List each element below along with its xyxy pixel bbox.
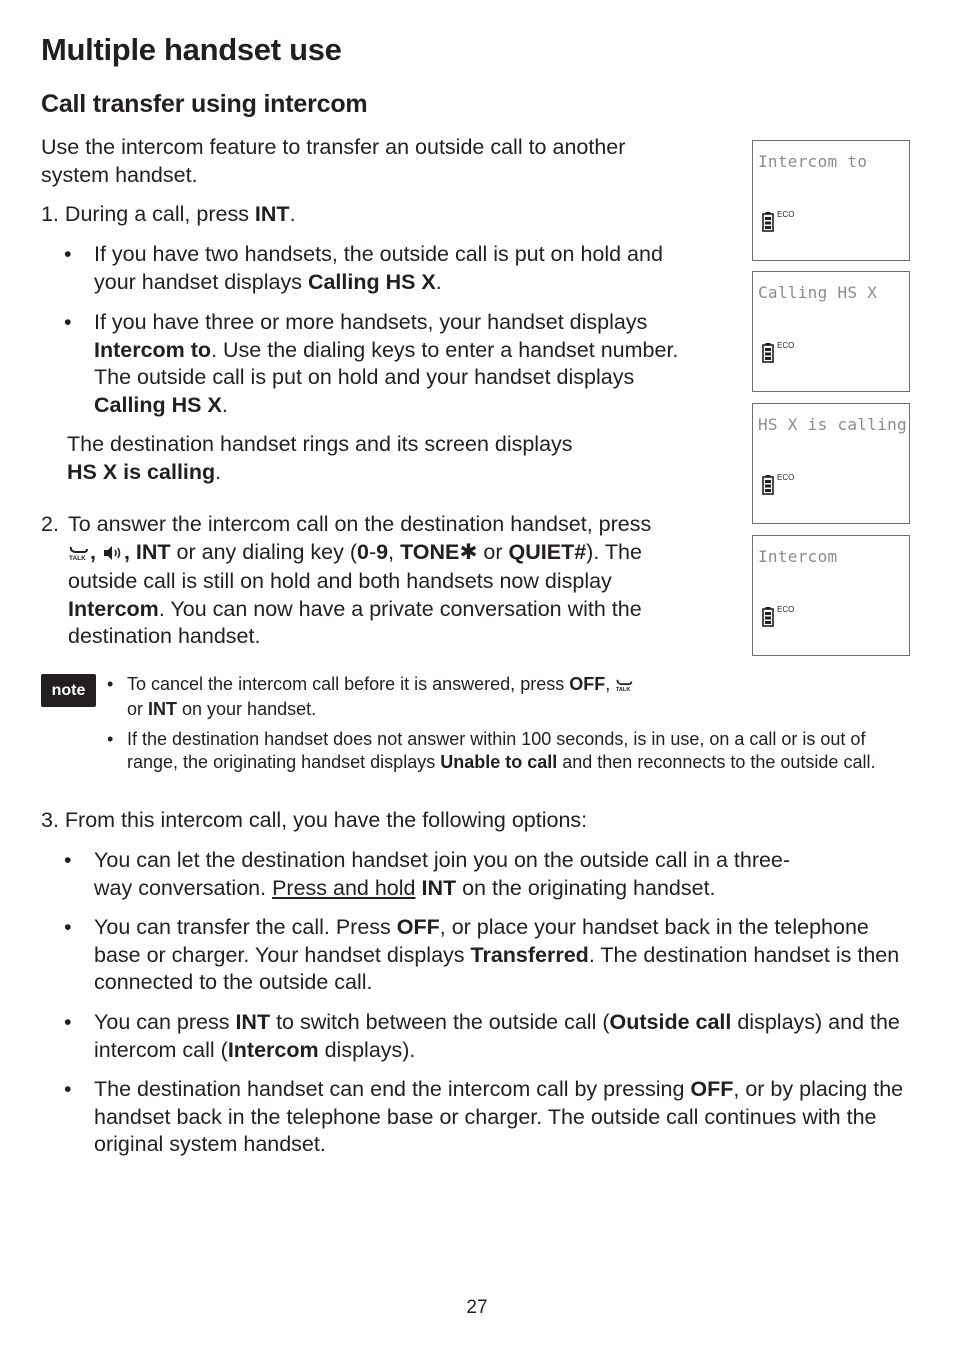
svg-text:TALK: TALK [616, 687, 631, 692]
note-text: or [127, 699, 149, 719]
eco-label: ECO [777, 473, 795, 482]
destination-paragraph [67, 431, 627, 486]
bullet-text: You can transfer the call. Press [94, 915, 397, 939]
step-text: ). The outside call is still on hold and both handsets now display [68, 539, 642, 593]
bullet-text: You can let the destination handset join you on the outside call in a three-way conversation. [94, 848, 791, 900]
bullet-text: If you have three or more handsets, your handset displays [94, 310, 648, 334]
screen-text: Calling HS X [758, 283, 878, 302]
screen-text: Intercom to [758, 152, 868, 171]
bullet: • [64, 242, 72, 266]
eco-label: ECO [777, 341, 795, 350]
bullet: • [64, 848, 72, 872]
int-key-label: INT [421, 875, 457, 900]
bullet: • [64, 1010, 72, 1034]
page-number: 27 [466, 1297, 488, 1318]
note-bullet-2 [127, 728, 913, 774]
bullet-bold: Intercom [227, 1037, 319, 1062]
star-icon: ✱ [459, 539, 478, 564]
note-text: If the destination handset does not answer within 100 seconds, is in use, on a call or is out of range, the originating handset displays [127, 729, 866, 772]
note-badge: note [41, 674, 96, 707]
bullet-text: displays). [318, 1037, 416, 1062]
key-9: 9 [376, 539, 389, 564]
handset-screen [752, 140, 910, 261]
intercom-bold: Intercom [68, 596, 159, 621]
step-3-bullet-2 [94, 914, 914, 997]
bullet-text: . The destination handset is then connected to the outside call. [94, 942, 900, 994]
bullet: • [64, 310, 72, 334]
eco-label: ECO [777, 210, 795, 219]
comma: , [388, 539, 401, 564]
note-bold: Unable to call [440, 752, 558, 772]
eco-label: ECO [777, 605, 795, 614]
bullet-text: on the originating handset. [456, 875, 716, 900]
screen-text: HS X is calling [758, 415, 907, 434]
step-text: or [477, 539, 509, 564]
bullet-text: If you have two handsets, the outside call is put on hold and your handset displays [94, 242, 663, 294]
bullet-text: The destination handset can end the intercom call by pressing [94, 1077, 691, 1101]
comma: , [605, 674, 611, 694]
battery-icon [762, 475, 774, 500]
bullet: • [64, 1077, 72, 1101]
battery-icon [762, 607, 774, 632]
bullet-text: You can press [94, 1010, 236, 1034]
handset-screen [752, 403, 910, 524]
bullet-text-end: . [435, 269, 442, 294]
bullet-text: to switch between the outside call ( [270, 1010, 610, 1034]
bullet-text: , or by placing the handset back in the telephone base or charger. The outside call continues with the original system handset. [94, 1077, 904, 1156]
int-key-label: , INT [123, 539, 171, 564]
step-3-bullet-3 [94, 1009, 914, 1064]
battery-icon [762, 212, 774, 237]
int-key-label: INT [235, 1010, 271, 1034]
int-key-label: INT [148, 699, 178, 719]
note-bullet-1 [127, 673, 727, 721]
bullet: • [107, 674, 114, 694]
step-3-bullet-4 [94, 1076, 914, 1159]
off-key-label: OFF [569, 674, 606, 694]
handset-screen [752, 535, 910, 656]
step-1-bullet-1 [94, 241, 694, 296]
bullet-bold: Outside call [609, 1010, 732, 1034]
step-1-bullet-2 [94, 309, 694, 419]
step-text-end: . [289, 202, 296, 226]
step-text: During a call, press [64, 202, 255, 226]
bullet-bold: Transferred [470, 942, 589, 967]
speaker-icon [102, 541, 124, 569]
step-1 [41, 201, 681, 229]
section-title: Call transfer using intercom [41, 90, 368, 118]
step-number: 3. [41, 808, 59, 832]
bullet-bold: Calling HS X [307, 269, 436, 294]
dash: - [368, 539, 377, 564]
screen-text: Intercom [758, 547, 838, 566]
talk-icon [68, 541, 90, 569]
page-title: Multiple handset use [41, 32, 342, 67]
step-3 [41, 807, 741, 835]
underlined-text: Press and hold [272, 875, 416, 900]
step-text: or any dialing key ( [170, 539, 357, 564]
intro-paragraph: Use the intercom feature to transfer an outside call to another system handset. [41, 135, 626, 187]
note-text: on your handset. [177, 699, 317, 719]
bullet-bold: Calling HS X [94, 392, 222, 417]
bullet-text: . Use the dialing keys to enter a handset number. The outside call is put on hold and your handset displays [94, 337, 679, 389]
quiet-key-label: QUIET# [508, 539, 587, 564]
step-text: . You can now have a private conversation with the destination handset. [68, 596, 642, 648]
bullet: • [107, 729, 114, 749]
battery-icon [762, 343, 774, 368]
step-text: To answer the intercom call on the destination handset, press [68, 512, 652, 536]
off-key-label: OFF [690, 1077, 734, 1101]
bullet-text-end: . [221, 392, 228, 417]
off-key-label: OFF [396, 915, 440, 939]
tone-key-label: TONE [400, 539, 460, 564]
bullet-bold: Intercom to [94, 337, 212, 362]
note-text: and then reconnects to the outside call. [557, 752, 876, 772]
step-number: 1. [41, 202, 59, 226]
step-text: From this intercom call, you have the following options: [64, 808, 588, 832]
handset-screen [752, 271, 910, 392]
int-key-label: INT [254, 202, 290, 226]
dest-bold: HS X is calling [67, 459, 216, 484]
svg-text:TALK: TALK [69, 554, 86, 561]
step-2 [68, 511, 698, 651]
comma: , [90, 539, 96, 564]
key-0: 0 [357, 539, 369, 564]
bullet-text: displays) and the intercom call ( [94, 1010, 900, 1062]
step-number: 2. [41, 512, 59, 536]
dest-text: The destination handset rings and its screen displays [67, 432, 573, 456]
note-text: To cancel the intercom call before it is answered, press [127, 674, 570, 694]
dest-text-end: . [215, 459, 222, 484]
talk-icon [615, 675, 634, 698]
bullet-text: , or place your handset back in the telephone base or charger. Your handset displays [94, 915, 869, 967]
step-3-bullet-1 [94, 847, 812, 902]
bullet: • [64, 915, 72, 939]
